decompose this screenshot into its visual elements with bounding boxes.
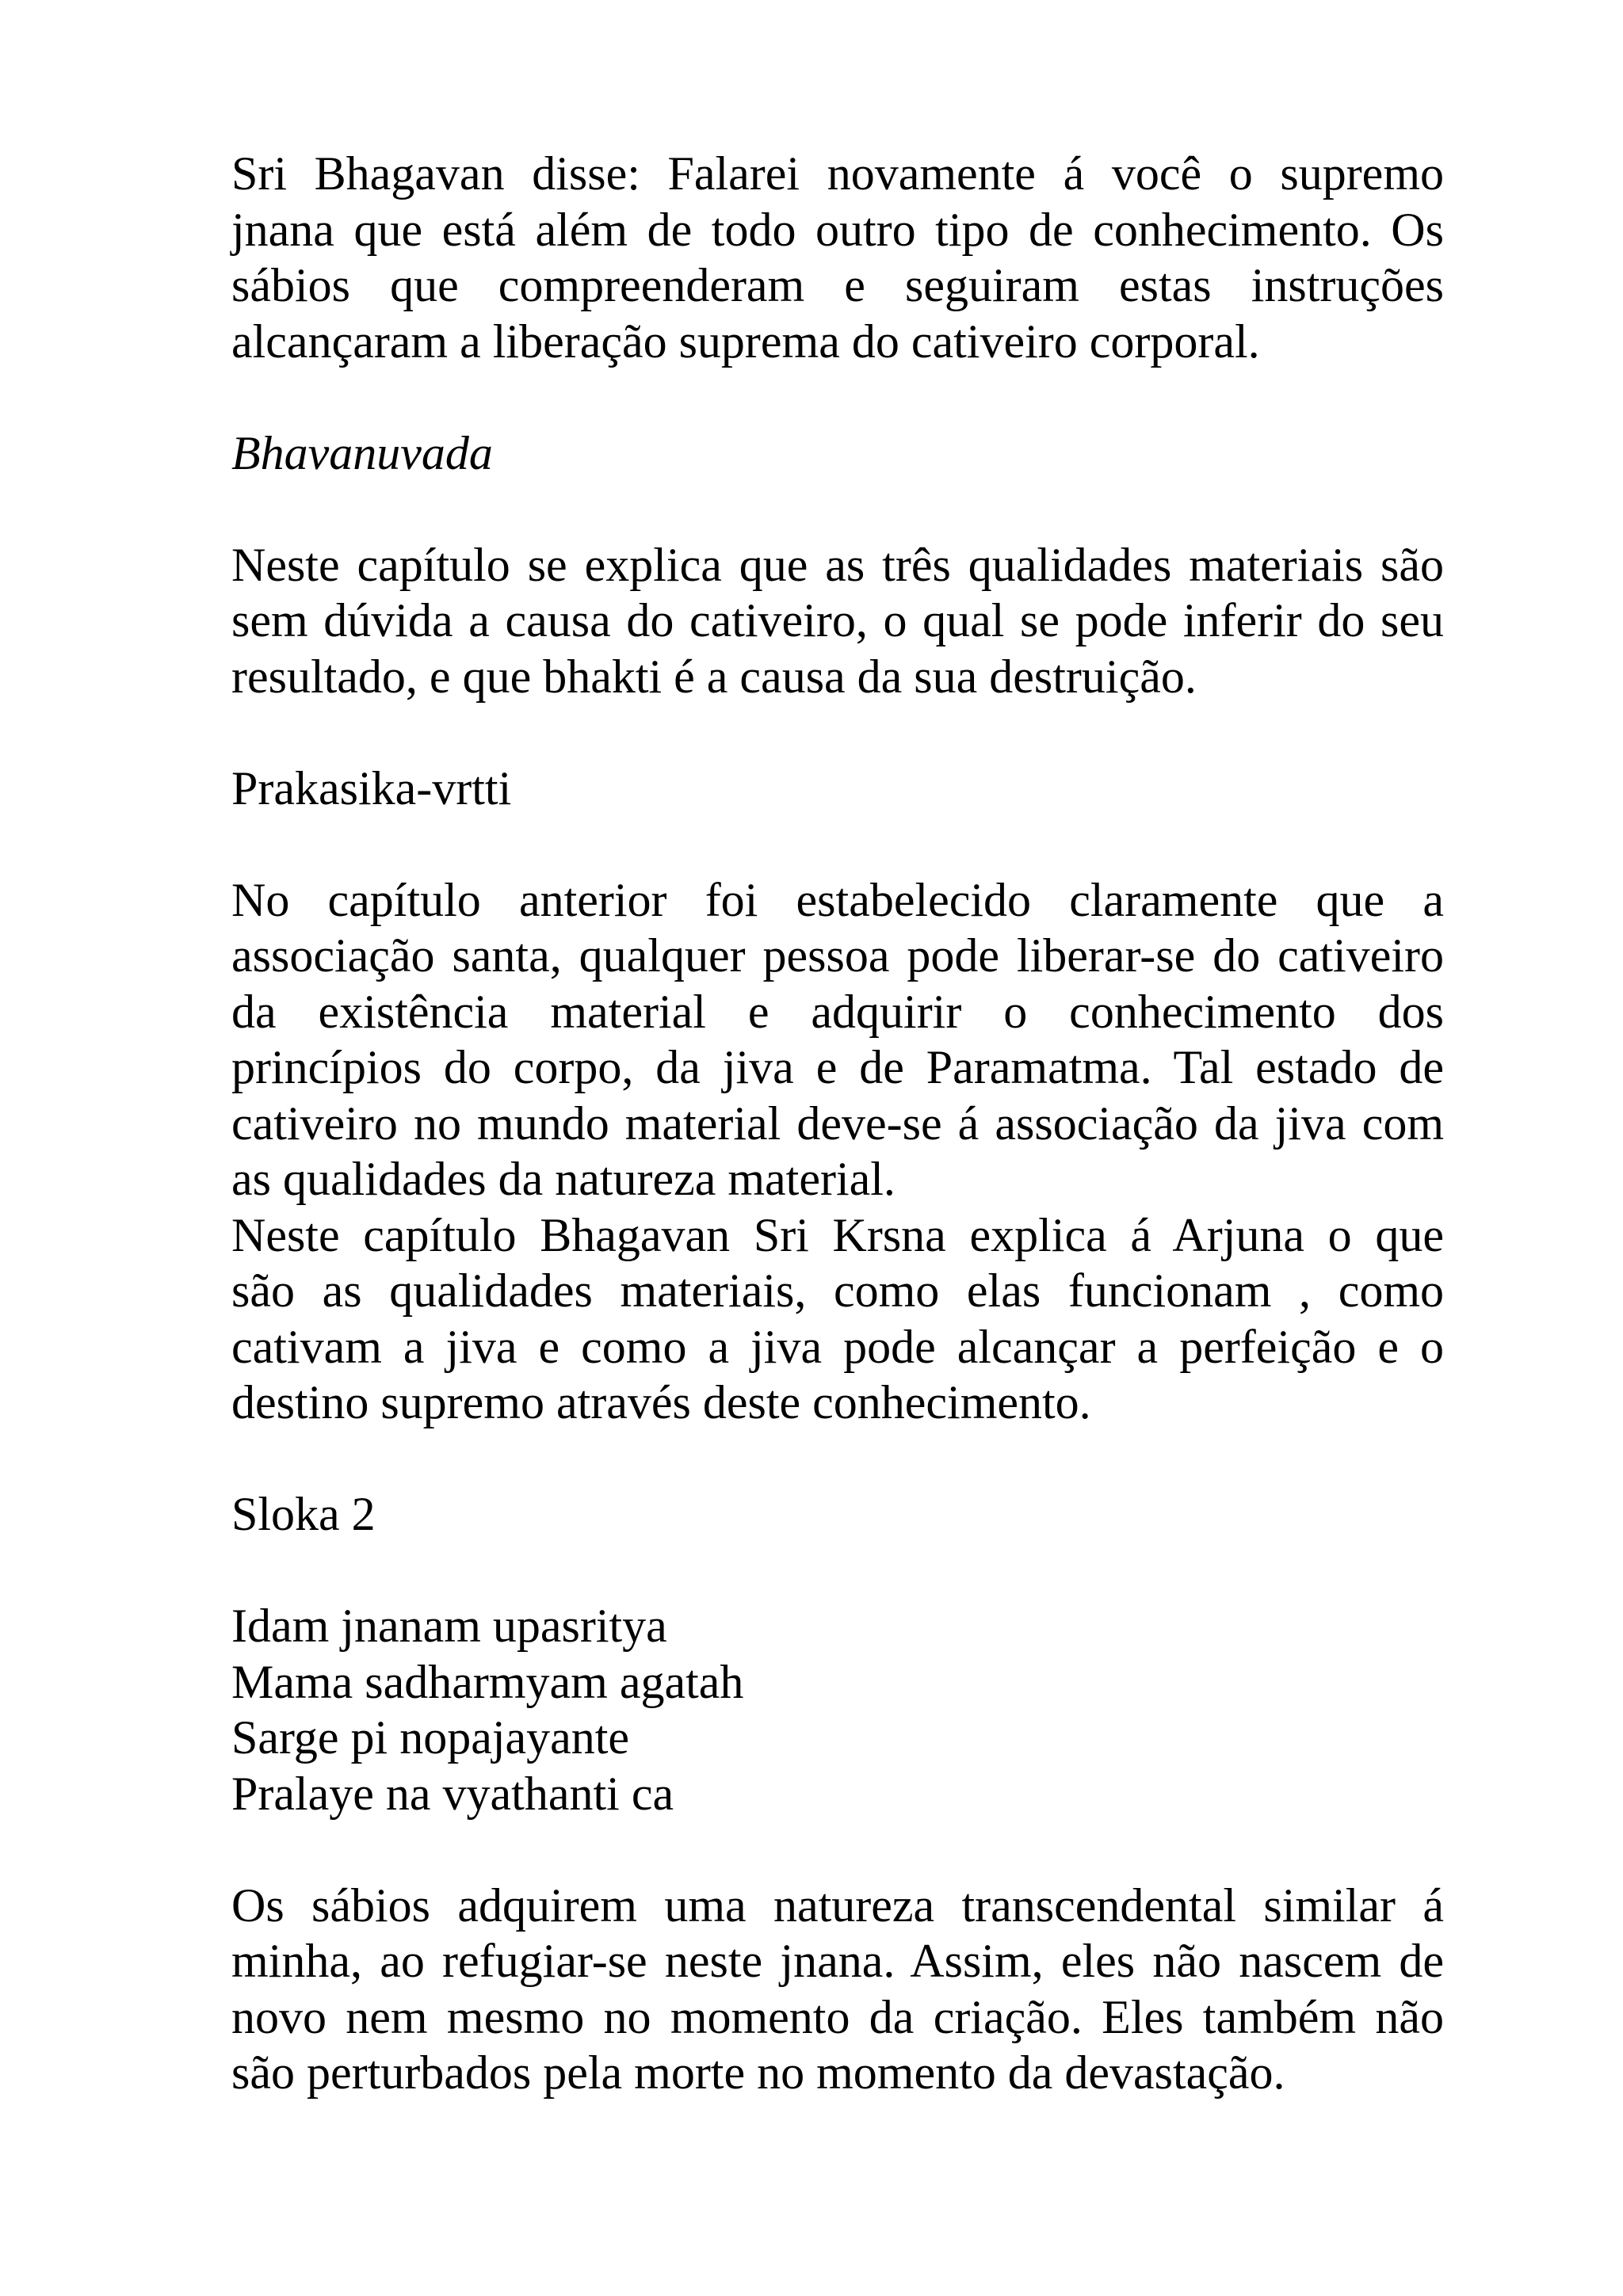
text-line: resultado, e que bhakti é a causa da sua destruição. (231, 650, 1197, 703)
verse-line: Mama sadharmyam agatah (231, 1655, 744, 1708)
paragraph-sri-bhagavan (231, 146, 1444, 369)
text-line: cativeiro no mundo material deve-se á associação da jiva com (231, 1097, 1444, 1150)
text-line: sábios que compreenderam e seguiram estas instruções (231, 259, 1444, 311)
text-line: as qualidades da natureza material. (231, 1153, 896, 1205)
paragraph-os-sabios (231, 1878, 1444, 2101)
verse-line: Sarge pi nopajayante (231, 1711, 630, 1764)
text-line: cativam a jiva e como a jiva pode alcançar a perfeição e o (231, 1320, 1444, 1373)
text-line: são perturbados pela morte no momento da devastação. (231, 2046, 1285, 2099)
sloka-verse (231, 1598, 1444, 1821)
paragraph-bhagavan-explica (231, 1207, 1444, 1431)
text-line: minha, ao refugiar-se neste jnana. Assim, eles não nascem de (231, 1935, 1444, 1987)
page-content (231, 146, 1444, 2101)
verse-line: Pralaye na vyathanti ca (231, 1767, 674, 1820)
paragraph-gap (231, 1821, 1444, 1878)
paragraph-gap (231, 1431, 1444, 1487)
text-line: Neste capítulo Bhagavan Sri Krsna explica á Arjuna o que (231, 1208, 1444, 1261)
text-line: No capítulo anterior foi estabelecido claramente que a (231, 873, 1444, 926)
text-line: destino supremo através deste conhecimento. (231, 1376, 1091, 1428)
text-line: são as qualidades materiais, como elas funcionam , como (231, 1264, 1444, 1317)
text-line: associação santa, qualquer pessoa pode liberar-se do cativeiro (231, 929, 1444, 982)
section-label-sloka: Sloka 2 (231, 1488, 376, 1540)
text-line: Os sábios adquirem uma natureza transcendental similar á (231, 1878, 1444, 1932)
text-line: da existência material e adquirir o conhecimento dos (231, 985, 1444, 1038)
text-line: sem dúvida a causa do cativeiro, o qual se pode inferir do seu (231, 594, 1444, 646)
verse-line: Idam jnanam upasritya (231, 1600, 667, 1652)
paragraph-gap (231, 1543, 1444, 1599)
section-label-prakasika-vrtti: Prakasika-vrtti (231, 761, 512, 814)
paragraph-capitulo-anterior (231, 872, 1444, 1207)
paragraph-gap (231, 704, 1444, 761)
text-line: novo nem mesmo no momento da criação. Eles também não (231, 1990, 1444, 2043)
text-line: alcançaram a liberação suprema do cativeiro corporal. (231, 315, 1260, 368)
text-line: Sri Bhagavan disse: Falarei novamente á você o supremo (231, 147, 1444, 200)
section-label-bhavanuvada: Bhavanuvada (231, 426, 493, 479)
paragraph-gap (231, 369, 1444, 425)
paragraph-neste-capitulo (231, 537, 1444, 705)
paragraph-gap (231, 816, 1444, 872)
text-line: jnana que está além de todo outro tipo de conhecimento. Os (231, 203, 1444, 256)
text-line: princípios do corpo, da jiva e de Paramatma. Tal estado de (231, 1041, 1444, 1093)
text-line: Neste capítulo se explica que as três qualidades materiais são (231, 538, 1444, 591)
paragraph-gap (231, 481, 1444, 537)
